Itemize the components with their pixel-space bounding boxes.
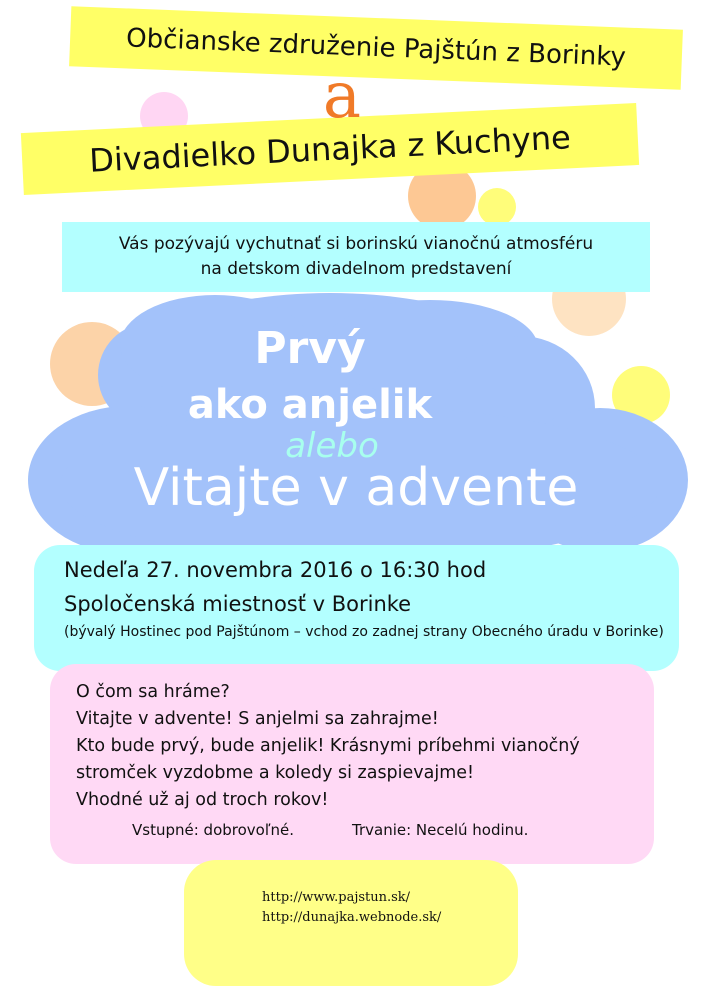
invitation-line-2: na detskom divadelnom predstavení xyxy=(200,259,512,279)
title-part-3: Vitajte v advente xyxy=(133,458,579,518)
event-venue: Spoločenská miestnosť v Borinke xyxy=(64,592,412,616)
link-pajstun[interactable]: http://www.pajstun.sk/ xyxy=(262,890,411,905)
story-line-5: Vhodné už aj od troch rokov! xyxy=(76,790,329,810)
event-venue-note: (bývalý Hostinec pod Pajštúnom – vchod zo zadnej strany Obecného úradu v Borinke) xyxy=(64,624,664,640)
theatre-banner-text: Divadielko Dunajka z Kuchyne xyxy=(88,118,572,180)
story-line-3: Kto bude prvý, bude anjelik! Krásnymi príbehmi vianočný xyxy=(76,736,580,756)
title-connector: alebo xyxy=(285,426,379,466)
story-line-1: O čom sa hráme? xyxy=(76,682,230,702)
conjunction-letter: a xyxy=(322,59,362,133)
link-dunajka[interactable]: http://dunajka.webnode.sk/ xyxy=(262,910,442,925)
title-part-1: Prvý xyxy=(254,323,366,374)
title-part-2: ako anjelik xyxy=(187,382,433,428)
story-line-4: stromček vyzdobme a koledy si zaspievajme! xyxy=(76,763,475,783)
org-banner-text: Občianske združenie Pajštún z Borinky xyxy=(125,23,627,73)
event-datetime: Nedeľa 27. novembra 2016 o 16:30 hod xyxy=(64,558,487,582)
duration: Trvanie: Necelú hodinu. xyxy=(352,821,529,839)
story-text xyxy=(76,679,580,814)
story-line-2: Vitajte v advente! S anjelmi sa zahrajme! xyxy=(76,709,439,729)
entry-fee: Vstupné: dobrovoľné. xyxy=(132,821,294,839)
invitation-line-1: Vás pozývajú vychutnať si borinskú vianočnú atmosféru xyxy=(118,234,594,254)
